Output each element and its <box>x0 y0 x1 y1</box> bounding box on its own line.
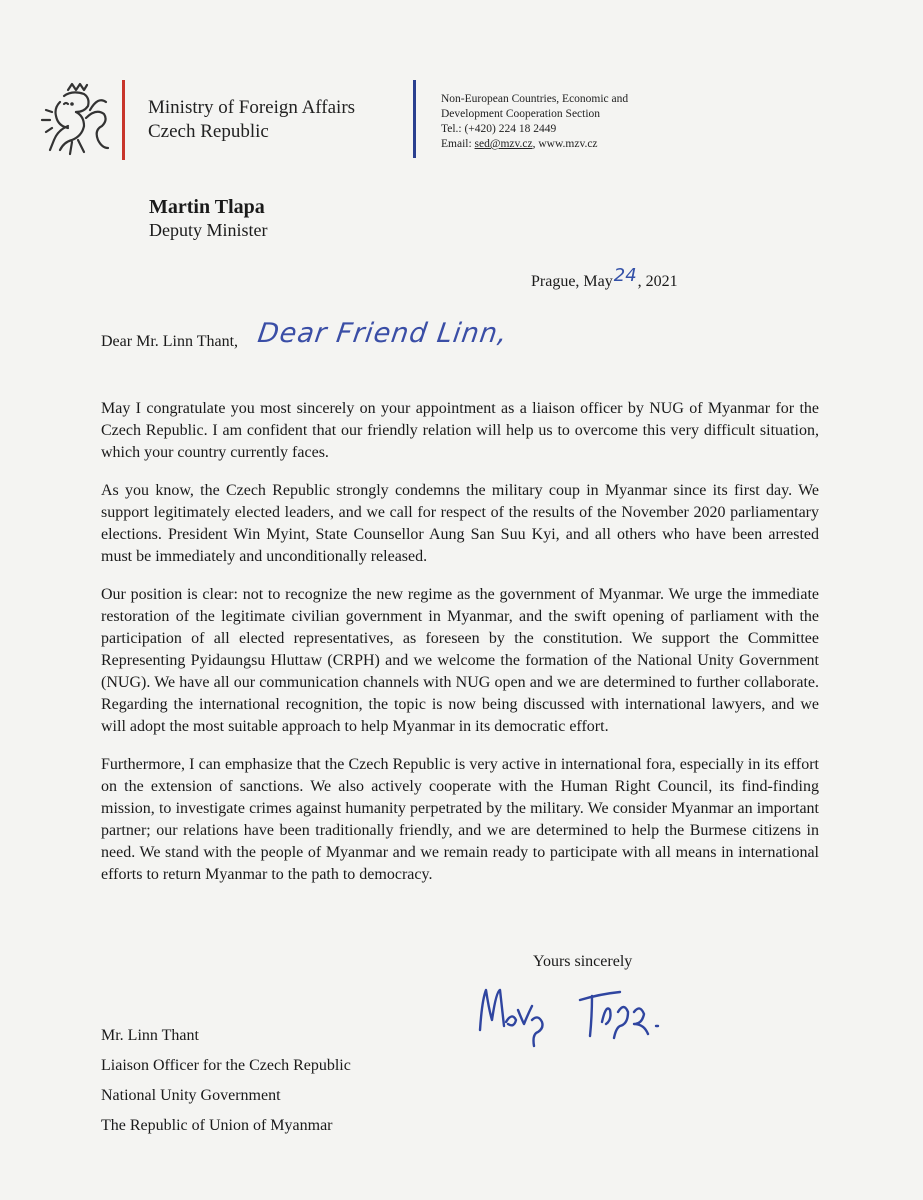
department-block <box>441 92 628 152</box>
czech-lion-emblem-icon <box>38 82 112 158</box>
ministry-name <box>148 96 355 144</box>
body-paragraph-3: Our position is clear: not to recognize the new regime as the government of Myanmar. We urge the immediate restoration of the legitimate civilian government in Myanmar, and the swift opening of parliament with the participation of all elected representatives, as foreseen by the constitution. We support the Committee Representing Pyidaungsu Hluttaw (CRPH) and we welcome the formation of the National Unity Government (NUG). We have all our communication channels with NUG open and we are determined to further collaborate. Regarding the international recognition, the topic is now being discussed with international lawyers, and we will adopt the most suitable approach to help Myanmar in its democratic effort. <box>101 586 819 735</box>
letterhead-red-rule <box>122 80 125 160</box>
dept-contact: Email: sed@mzv.cz, www.mzv.cz <box>441 138 598 150</box>
date-handwritten-day: 24 <box>613 265 637 286</box>
email-label: Email: <box>441 138 472 150</box>
recipient-block <box>101 1021 351 1141</box>
recipient-role: Liaison Officer for the Czech Republic <box>101 1057 351 1074</box>
recipient-organization: National Unity Government <box>101 1087 281 1104</box>
closing: Yours sincerely <box>533 953 633 970</box>
signature <box>470 982 680 1052</box>
dept-tel: Tel.: (+420) 224 18 2449 <box>441 123 557 135</box>
letter-body <box>101 398 819 902</box>
body-paragraph-1: May I congratulate you most sincerely on your appointment as a liaison officer by NUG of Myanmar for the Czech Republic. I am confident that our friendly relation will help us to overcome this very difficult situation, which your country currently faces. <box>101 400 819 461</box>
dept-line-1: Non-European Countries, Economic and <box>441 93 629 105</box>
sender-title: Deputy Minister <box>149 220 268 240</box>
sender-name: Martin Tlapa <box>149 196 265 218</box>
handwritten-salutation: Dear Friend Linn, <box>255 318 510 349</box>
letter-date <box>531 265 678 291</box>
recipient-name: Mr. Linn Thant <box>101 1027 199 1044</box>
email-link[interactable]: sed@mzv.cz <box>474 138 533 150</box>
website-link[interactable]: www.mzv.cz <box>538 138 598 150</box>
dept-line-2: Development Cooperation Section <box>441 108 601 120</box>
body-paragraph-4: Furthermore, I can emphasize that the Czech Republic is very active in international fora, especially in its effort on the extension of sanctions. We also actively cooperate with the Human Right Council, its find-finding mission, to investigate crimes against humanity perpetrated by the military. We consider Myanmar an important partner; our relations have been traditionally friendly, and we are determined to help the Burmese citizens in need. We stand with the people of Myanmar and we remain ready to participate with all means in international efforts to return Myanmar to the path to democracy. <box>101 756 819 883</box>
body-paragraph-2: As you know, the Czech Republic strongly condemns the military coup in Myanmar since its first day. We support legitimately elected leaders, and we call for respect of the results of the November 2020 parliamentary elections. President Win Myint, State Counsellor Aung San Suu Kyi, and all others who have been arrested must be immediately and unconditionally released. <box>101 482 819 565</box>
letterhead-blue-rule <box>413 80 416 158</box>
date-year: , 2021 <box>637 273 678 290</box>
ministry-line-2: Czech Republic <box>148 121 269 142</box>
ministry-line-1: Ministry of Foreign Affairs <box>148 97 356 118</box>
date-place: Prague, May <box>531 273 613 290</box>
salutation: Dear Mr. Linn Thant, <box>101 333 239 350</box>
recipient-country: The Republic of Union of Myanmar <box>101 1117 333 1134</box>
